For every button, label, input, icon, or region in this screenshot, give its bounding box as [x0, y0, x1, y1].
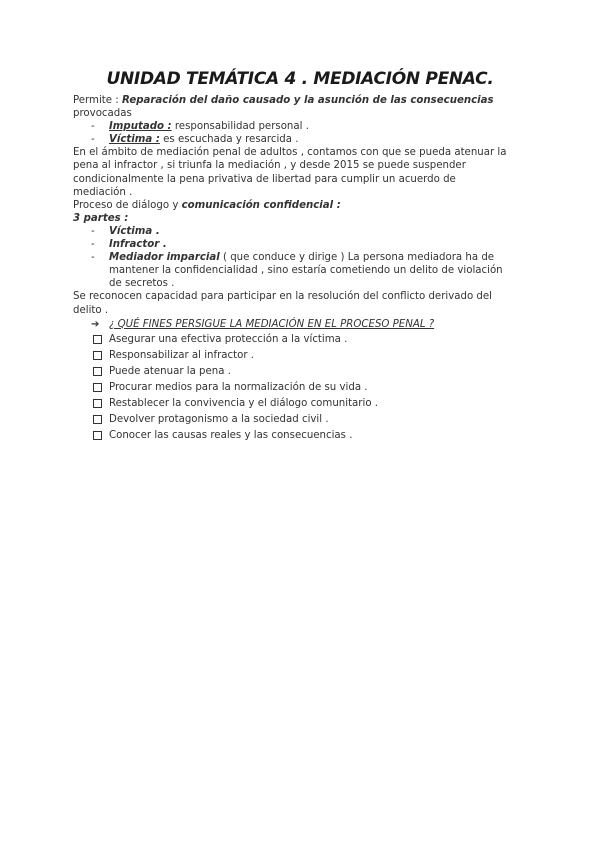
parte-mediador: Mediador imparcial: [109, 252, 220, 264]
checklist-item-label: Restablecer la convivencia y el diálogo comunitario .: [109, 397, 379, 409]
tres-partes-heading: 3 partes :: [73, 212, 129, 224]
list-item-imputado: [73, 120, 523, 133]
permite-tail: provocadas: [73, 108, 132, 120]
term-victima-desc: es escuchada y resarcida .: [159, 134, 299, 146]
checklist-item: [73, 396, 523, 412]
checklist-item: [73, 412, 523, 428]
adultos-line-3: condicionalmente la pena privativa de libertad para cumplir un acuerdo de: [73, 173, 456, 185]
checkbox-icon[interactable]: [93, 335, 102, 344]
dash-bullet: -: [91, 252, 95, 264]
parte-victima: Víctima .: [109, 225, 160, 237]
question-text: ¿ QUÉ FINES PERSIGUE LA MEDIACIÓN EN EL PROCESO PENAL ?: [109, 318, 435, 330]
dash-bullet: -: [91, 239, 95, 251]
proceso-line: [73, 199, 523, 212]
parte-infractor: Infractor .: [109, 239, 167, 251]
mediador-desc-3: de secretos .: [109, 278, 175, 290]
proceso-bold: comunicación confidencial :: [181, 199, 341, 211]
term-imputado-desc: responsabilidad personal .: [171, 121, 309, 133]
dash-bullet: -: [91, 134, 95, 146]
checklist-item: [73, 332, 523, 348]
adultos-line-1: En el ámbito de mediación penal de adultos , contamos con que se pueda atenuar la: [73, 147, 507, 159]
permite-bold: Reparación del daño causado y la asunción de las consecuencias: [122, 95, 494, 106]
list-item-mediador-parte: [73, 251, 523, 290]
checklist-item-label: Devolver protagonismo a la sociedad civil .: [109, 413, 329, 425]
list-item-infractor-parte: [73, 238, 523, 251]
term-imputado: Imputado :: [109, 121, 172, 133]
page-title: UNIDAD TEMÁTICA 4 . MEDIACIÓN PENAC.: [106, 69, 494, 89]
mediador-desc-2: mantener la confidencialidad , sino estaría cometiendo un delito de violación: [109, 265, 503, 277]
dash-bullet: -: [91, 225, 95, 237]
checkbox-icon[interactable]: [93, 367, 102, 376]
mediador-desc-1: ( que conduce y dirige ) La persona mediadora ha de: [219, 252, 495, 264]
checkbox-icon[interactable]: [93, 431, 102, 440]
checklist-item: [73, 428, 523, 444]
dash-bullet: -: [91, 121, 95, 133]
list-item-victima: [73, 133, 523, 146]
checklist-item: [73, 380, 523, 396]
checklist-item-label: Asegurar una efectiva protección a la víctima .: [109, 333, 348, 345]
term-victima: Víctima :: [109, 134, 160, 146]
list-item-victima-parte: [73, 225, 523, 238]
adultos-line-4: mediación .: [73, 186, 133, 198]
checklist-item-label: Puede atenuar la pena .: [109, 365, 231, 377]
question-line: [73, 318, 523, 331]
checklist-item-label: Procurar medios para la normalización de su vida .: [109, 381, 368, 393]
checklist-item-label: Conocer las causas reales y las consecuencias .: [109, 429, 353, 441]
arrow-right-icon: ➔: [91, 318, 100, 330]
checkbox-icon[interactable]: [93, 383, 102, 392]
permite-label: Permite :: [73, 95, 119, 106]
proceso-text: Proceso de diálogo y: [73, 199, 182, 211]
checklist-item: [73, 348, 523, 364]
reconocen-line-1: Se reconocen capacidad para participar en la resolución del conflicto derivado del: [73, 291, 492, 303]
checklist-item-label: Responsabilizar al infractor .: [109, 349, 254, 361]
adultos-line-2: pena al infractor , si triunfa la mediación , y desde 2015 se puede suspender: [73, 160, 466, 172]
checklist-item: [73, 364, 523, 380]
document-body: [73, 94, 523, 444]
checkbox-icon[interactable]: [93, 399, 102, 408]
checkbox-icon[interactable]: [93, 351, 102, 360]
permite-line: [73, 94, 523, 107]
checklist: [73, 332, 523, 444]
reconocen-line-2: delito .: [73, 304, 109, 316]
checkbox-icon[interactable]: [93, 415, 102, 424]
